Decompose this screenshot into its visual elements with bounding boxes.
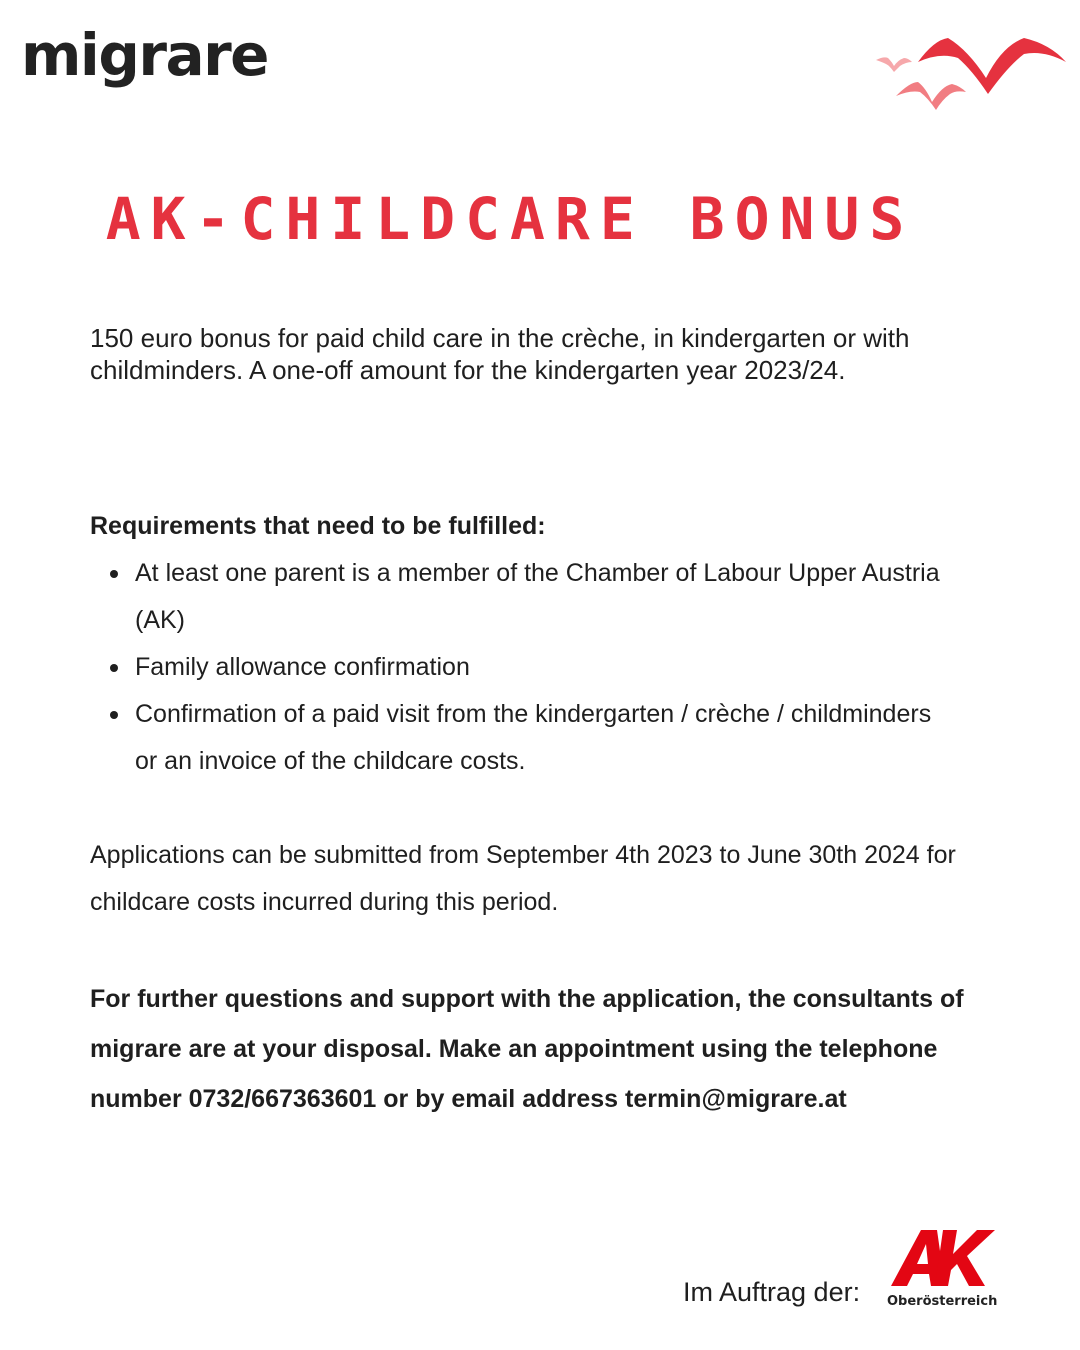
birds-logo-icon [874, 32, 1068, 114]
bird-tiny-icon [876, 57, 912, 72]
requirements-heading: Requirements that need to be fulfilled: [90, 512, 546, 540]
ak-logo-subtitle: Oberösterreich [887, 1294, 998, 1309]
requirement-item: At least one parent is a member of the Chamber of Labour Upper Austria (AK) [135, 550, 955, 644]
ak-letter-k-icon [935, 1230, 995, 1286]
support-contact-text: For further questions and support with the application, the consultants of migrare are at your disposal. Make an appointment using the telephone number 0732/667363601 or by email address termin@migrare.at [90, 985, 964, 1113]
bird-large-icon [918, 38, 1066, 94]
commissioned-by-label: Im Auftrag der: [683, 1277, 861, 1307]
requirement-item: Family allowance confirmation [135, 644, 955, 691]
intro-text: 150 euro bonus for paid child care in the crèche, in kindergarten or with childminders. A one-off amount for the kindergarten year 2023/24. [90, 323, 910, 385]
migrare-logo: migrare [21, 21, 269, 89]
page-title: AK-CHILDCARE BONUS [105, 185, 915, 253]
application-period-text: Applications can be submitted from September 4th 2023 to June 30th 2024 for childcare costs incurred during this period. [90, 841, 956, 916]
requirements-list [135, 550, 955, 785]
requirement-item: Confirmation of a paid visit from the kindergarten / crèche / childminders or an invoice of the childcare costs. [135, 691, 955, 785]
bird-small-icon [896, 82, 966, 110]
